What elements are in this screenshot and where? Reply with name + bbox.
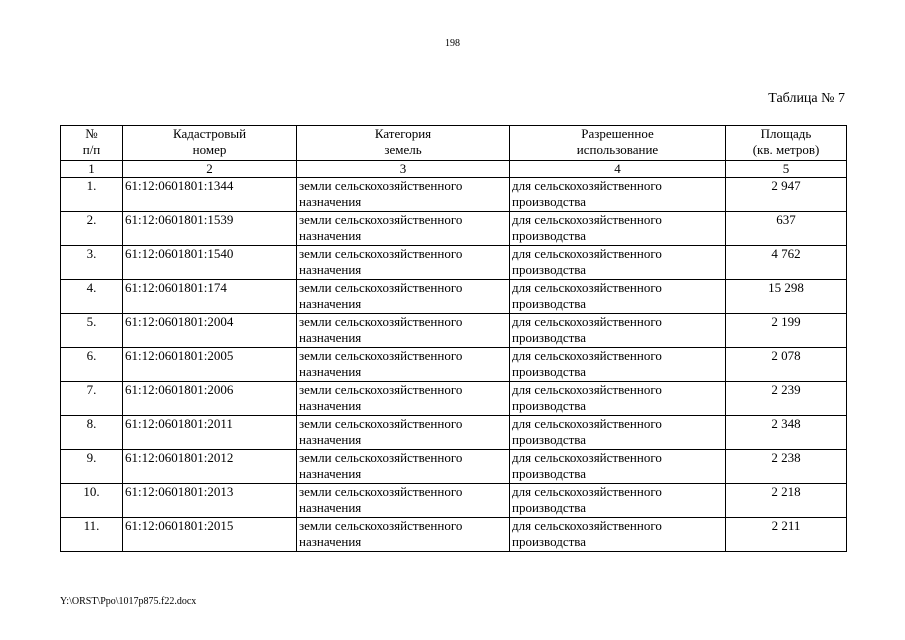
land-category: земли сельскохозяйственного назначения xyxy=(297,178,510,212)
cadastral-number: 61:12:0601801:1344 xyxy=(123,178,297,212)
column-number: 1 xyxy=(61,161,123,178)
header-number: № п/п xyxy=(61,126,123,161)
permitted-use: для сельскохозяйственного производства xyxy=(510,314,726,348)
table-row xyxy=(61,314,847,348)
table-row xyxy=(61,280,847,314)
row-number: 5. xyxy=(61,314,123,348)
area-value: 2 947 xyxy=(726,178,847,212)
land-category: земли сельскохозяйственного назначения xyxy=(297,348,510,382)
cadastral-number: 61:12:0601801:2013 xyxy=(123,484,297,518)
cadastral-number: 61:12:0601801:2004 xyxy=(123,314,297,348)
area-value: 2 218 xyxy=(726,484,847,518)
table-row xyxy=(61,450,847,484)
row-number: 4. xyxy=(61,280,123,314)
table-body xyxy=(61,178,847,552)
land-category: земли сельскохозяйственного назначения xyxy=(297,416,510,450)
row-number: 2. xyxy=(61,212,123,246)
land-category: земли сельскохозяйственного назначения xyxy=(297,246,510,280)
cadastral-number: 61:12:0601801:2012 xyxy=(123,450,297,484)
permitted-use: для сельскохозяйственного производства xyxy=(510,178,726,212)
row-number: 10. xyxy=(61,484,123,518)
header-land-category: Категория земель xyxy=(297,126,510,161)
cadastral-number: 61:12:0601801:2011 xyxy=(123,416,297,450)
table-header-row xyxy=(61,126,847,161)
cadastral-number: 61:12:0601801:2005 xyxy=(123,348,297,382)
land-category: земли сельскохозяйственного назначения xyxy=(297,450,510,484)
land-plots-table xyxy=(60,125,847,552)
cadastral-number: 61:12:0601801:2015 xyxy=(123,518,297,552)
table-row xyxy=(61,348,847,382)
area-value: 15 298 xyxy=(726,280,847,314)
permitted-use: для сельскохозяйственного производства xyxy=(510,348,726,382)
row-number: 7. xyxy=(61,382,123,416)
area-value: 2 078 xyxy=(726,348,847,382)
table-row xyxy=(61,212,847,246)
column-number: 3 xyxy=(297,161,510,178)
cadastral-number: 61:12:0601801:2006 xyxy=(123,382,297,416)
table-row xyxy=(61,178,847,212)
permitted-use: для сельскохозяйственного производства xyxy=(510,450,726,484)
row-number: 6. xyxy=(61,348,123,382)
permitted-use: для сельскохозяйственного производства xyxy=(510,382,726,416)
header-area: Площадь (кв. метров) xyxy=(726,126,847,161)
area-value: 637 xyxy=(726,212,847,246)
permitted-use: для сельскохозяйственного производства xyxy=(510,212,726,246)
column-number: 4 xyxy=(510,161,726,178)
table-row xyxy=(61,416,847,450)
column-numbers-row xyxy=(61,161,847,178)
area-value: 2 211 xyxy=(726,518,847,552)
row-number: 9. xyxy=(61,450,123,484)
land-category: земли сельскохозяйственного назначения xyxy=(297,314,510,348)
permitted-use: для сельскохозяйственного производства xyxy=(510,484,726,518)
header-permitted-use: Разрешенное использование xyxy=(510,126,726,161)
row-number: 8. xyxy=(61,416,123,450)
table-row xyxy=(61,518,847,552)
land-category: земли сельскохозяйственного назначения xyxy=(297,212,510,246)
row-number: 1. xyxy=(61,178,123,212)
table-row xyxy=(61,484,847,518)
area-value: 2 348 xyxy=(726,416,847,450)
land-category: земли сельскохозяйственного назначения xyxy=(297,382,510,416)
cadastral-number: 61:12:0601801:1540 xyxy=(123,246,297,280)
table-title: Таблица № 7 xyxy=(768,91,845,106)
land-category: земли сельскохозяйственного назначения xyxy=(297,484,510,518)
column-number: 2 xyxy=(123,161,297,178)
land-category: земли сельскохозяйственного назначения xyxy=(297,518,510,552)
footer-file-path: Y:\ORST\Ppo\1017p875.f22.docx xyxy=(60,596,197,607)
area-value: 2 238 xyxy=(726,450,847,484)
table-row xyxy=(61,246,847,280)
permitted-use: для сельскохозяйственного производства xyxy=(510,518,726,552)
row-number: 11. xyxy=(61,518,123,552)
permitted-use: для сельскохозяйственного производства xyxy=(510,246,726,280)
cadastral-number: 61:12:0601801:1539 xyxy=(123,212,297,246)
row-number: 3. xyxy=(61,246,123,280)
land-category: земли сельскохозяйственного назначения xyxy=(297,280,510,314)
cadastral-number: 61:12:0601801:174 xyxy=(123,280,297,314)
page-number: 198 xyxy=(445,38,460,49)
table-row xyxy=(61,382,847,416)
area-value: 2 199 xyxy=(726,314,847,348)
permitted-use: для сельскохозяйственного производства xyxy=(510,416,726,450)
area-value: 4 762 xyxy=(726,246,847,280)
header-cadastral-number: Кадастровый номер xyxy=(123,126,297,161)
area-value: 2 239 xyxy=(726,382,847,416)
column-number: 5 xyxy=(726,161,847,178)
permitted-use: для сельскохозяйственного производства xyxy=(510,280,726,314)
